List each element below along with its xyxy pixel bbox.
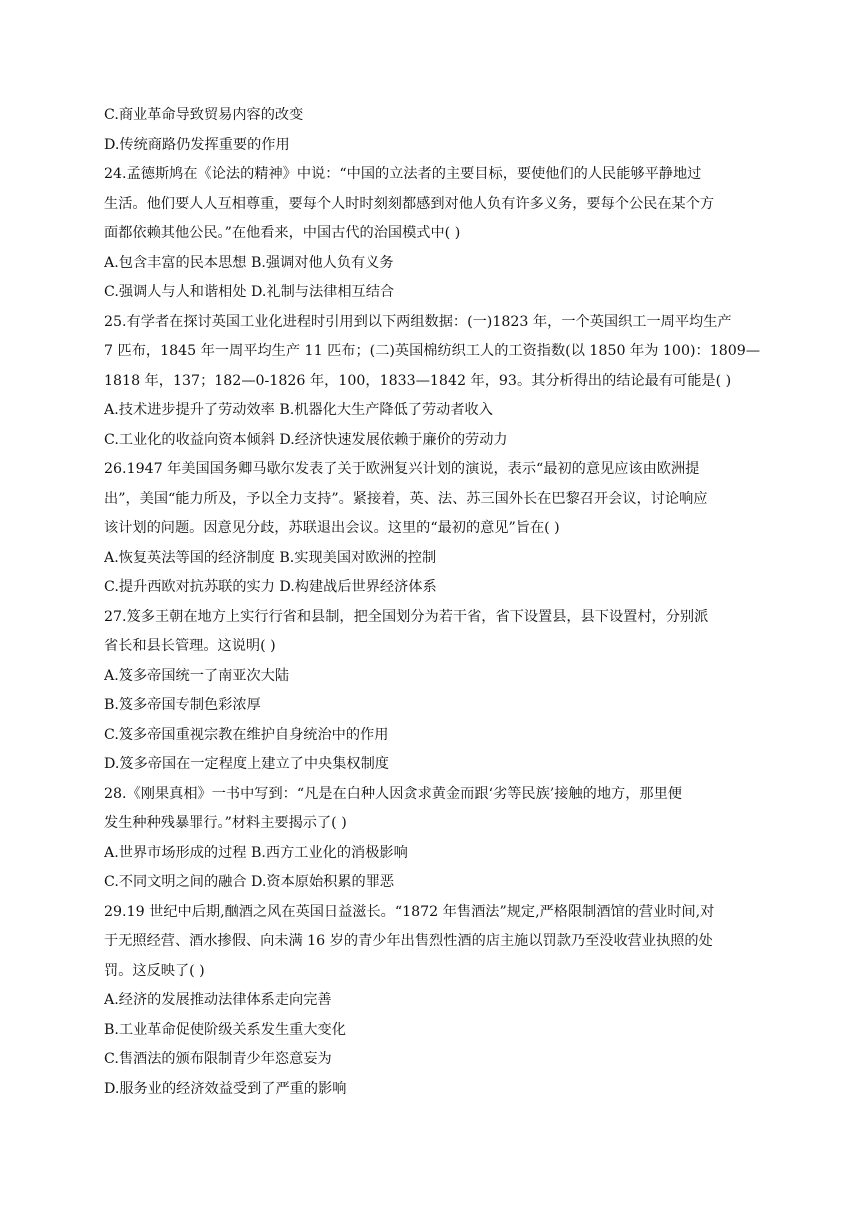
question-25-stem-line-3: 1818 年，137；182—0-1826 年，100，1833—1842 年，93。其分析得出的结论最有可能是( ) <box>104 372 732 389</box>
question-28-stem-line-1: 28.《刚果真相》一书中写到：“凡是在白种人因贪求黄金而跟‘劣等民族’接触的地方，那里便 <box>104 785 682 802</box>
question-26-stem-line-2: 出”，美国“能力所及，予以全力支持”。紧接着，英、法、苏三国外长在巴黎召开会议，讨论响应 <box>104 490 708 507</box>
question-29-option-c: C.售酒法的颁布限制青少年恣意妄为 <box>104 1051 332 1067</box>
document-page <box>104 101 760 1104</box>
question-29-option-d: D.服务业的经济效益受到了严重的影响 <box>104 1080 347 1097</box>
question-28-stem-line-2: 发生种种残暴罪行。”材料主要揭示了( ) <box>104 815 347 831</box>
option-c: C.商业革命导致贸易内容的改变 <box>104 107 304 123</box>
question-25-options-cd: C.工业化的收益向资本倾斜 D.经济快速发展依赖于廉价的劳动力 <box>104 431 508 448</box>
question-24-stem-line-2: 生活。他们要人人互相尊重，要每个人时时刻刻都感到对他人负有许多义务，要每个公民在某个方 <box>104 195 715 212</box>
question-29-stem-line-1: 29.19 世纪中后期,酗酒之风在英国日益滋长。“1872 年售酒法”规定,严格限制酒馆的营业时间,对 <box>104 903 715 920</box>
question-25-stem-line-1: 25.有学者在探讨英国工业化进程时引用到以下两组数据：(一)1823 年，一个英国织工一周平均生产 <box>104 313 732 330</box>
question-29-option-a: A.经济的发展推动法律体系走向完善 <box>104 992 332 1008</box>
question-27-stem-line-1: 27.笈多王朝在地方上实行行省和县制，把全国划分为若干省，省下设置县，县下设置村，分别派 <box>104 608 709 625</box>
question-24-stem-line-1: 24.孟德斯鸠在《论法的精神》中说：“中国的立法者的主要目标，要使他们的人民能够平静地过 <box>104 166 702 182</box>
question-24-options-ab: A.包含丰富的民本思想 B.强调对他人负有义务 <box>104 254 394 271</box>
question-26-stem-line-3: 该计划的问题。因意见分歧，苏联退出会议。这里的“最初的意见”旨在( ) <box>104 520 560 536</box>
question-26-stem-line-1: 26.1947 年美国国务卿马歇尔发表了关于欧洲复兴计划的演说，表示“最初的意见应该由欧洲提 <box>104 461 700 477</box>
question-27-option-d: D.笈多帝国在一定程度上建立了中央集权制度 <box>104 756 389 772</box>
question-25-stem-line-2: 7 匹布，1845 年一周平均生产 11 匹布；(二)英国棉纺织工人的工资指数(以 1850 年为 100)：1809— <box>104 343 760 359</box>
question-29-stem-line-3: 罚。这反映了( ) <box>104 962 205 979</box>
question-29-option-b: B.工业革命促使阶级关系发生重大变化 <box>104 1021 346 1038</box>
question-25-options-ab: A.技术进步提升了劳动效率 B.机器化大生产降低了劳动者收入 <box>104 402 493 418</box>
question-24-options-cd: C.强调人与人和谐相处 D.礼制与法律相互结合 <box>104 284 395 300</box>
option-d: D.传统商路仍发挥重要的作用 <box>104 136 290 153</box>
question-26-options-cd: C.提升西欧对抗苏联的实力 D.构建战后世界经济体系 <box>104 579 437 595</box>
question-24-stem-line-3: 面都依赖其他公民。”在他看来，中国古代的治国模式中( ) <box>104 225 461 241</box>
question-27-option-b: B.笈多帝国专制色彩浓厚 <box>104 697 261 713</box>
question-26-options-ab: A.恢复英法等国的经济制度 B.实现美国对欧洲的控制 <box>104 549 437 566</box>
question-28-options-ab: A.世界市场形成的过程 B.西方工业化的消极影响 <box>104 844 408 861</box>
question-29-stem-line-2: 于无照经营、酒水掺假、向未满 16 岁的青少年出售烈性酒的店主施以罚款乃至没收营业执照的处 <box>104 933 713 949</box>
question-27-option-c: C.笈多帝国重视宗教在维护自身统治中的作用 <box>104 726 389 743</box>
question-28-options-cd: C.不同文明之间的融合 D.资本原始积累的罪恶 <box>104 874 395 890</box>
question-27-stem-line-2: 省长和县长管理。这说明( ) <box>104 638 276 654</box>
question-27-option-a: A.笈多帝国统一了南亚次大陆 <box>104 667 290 684</box>
